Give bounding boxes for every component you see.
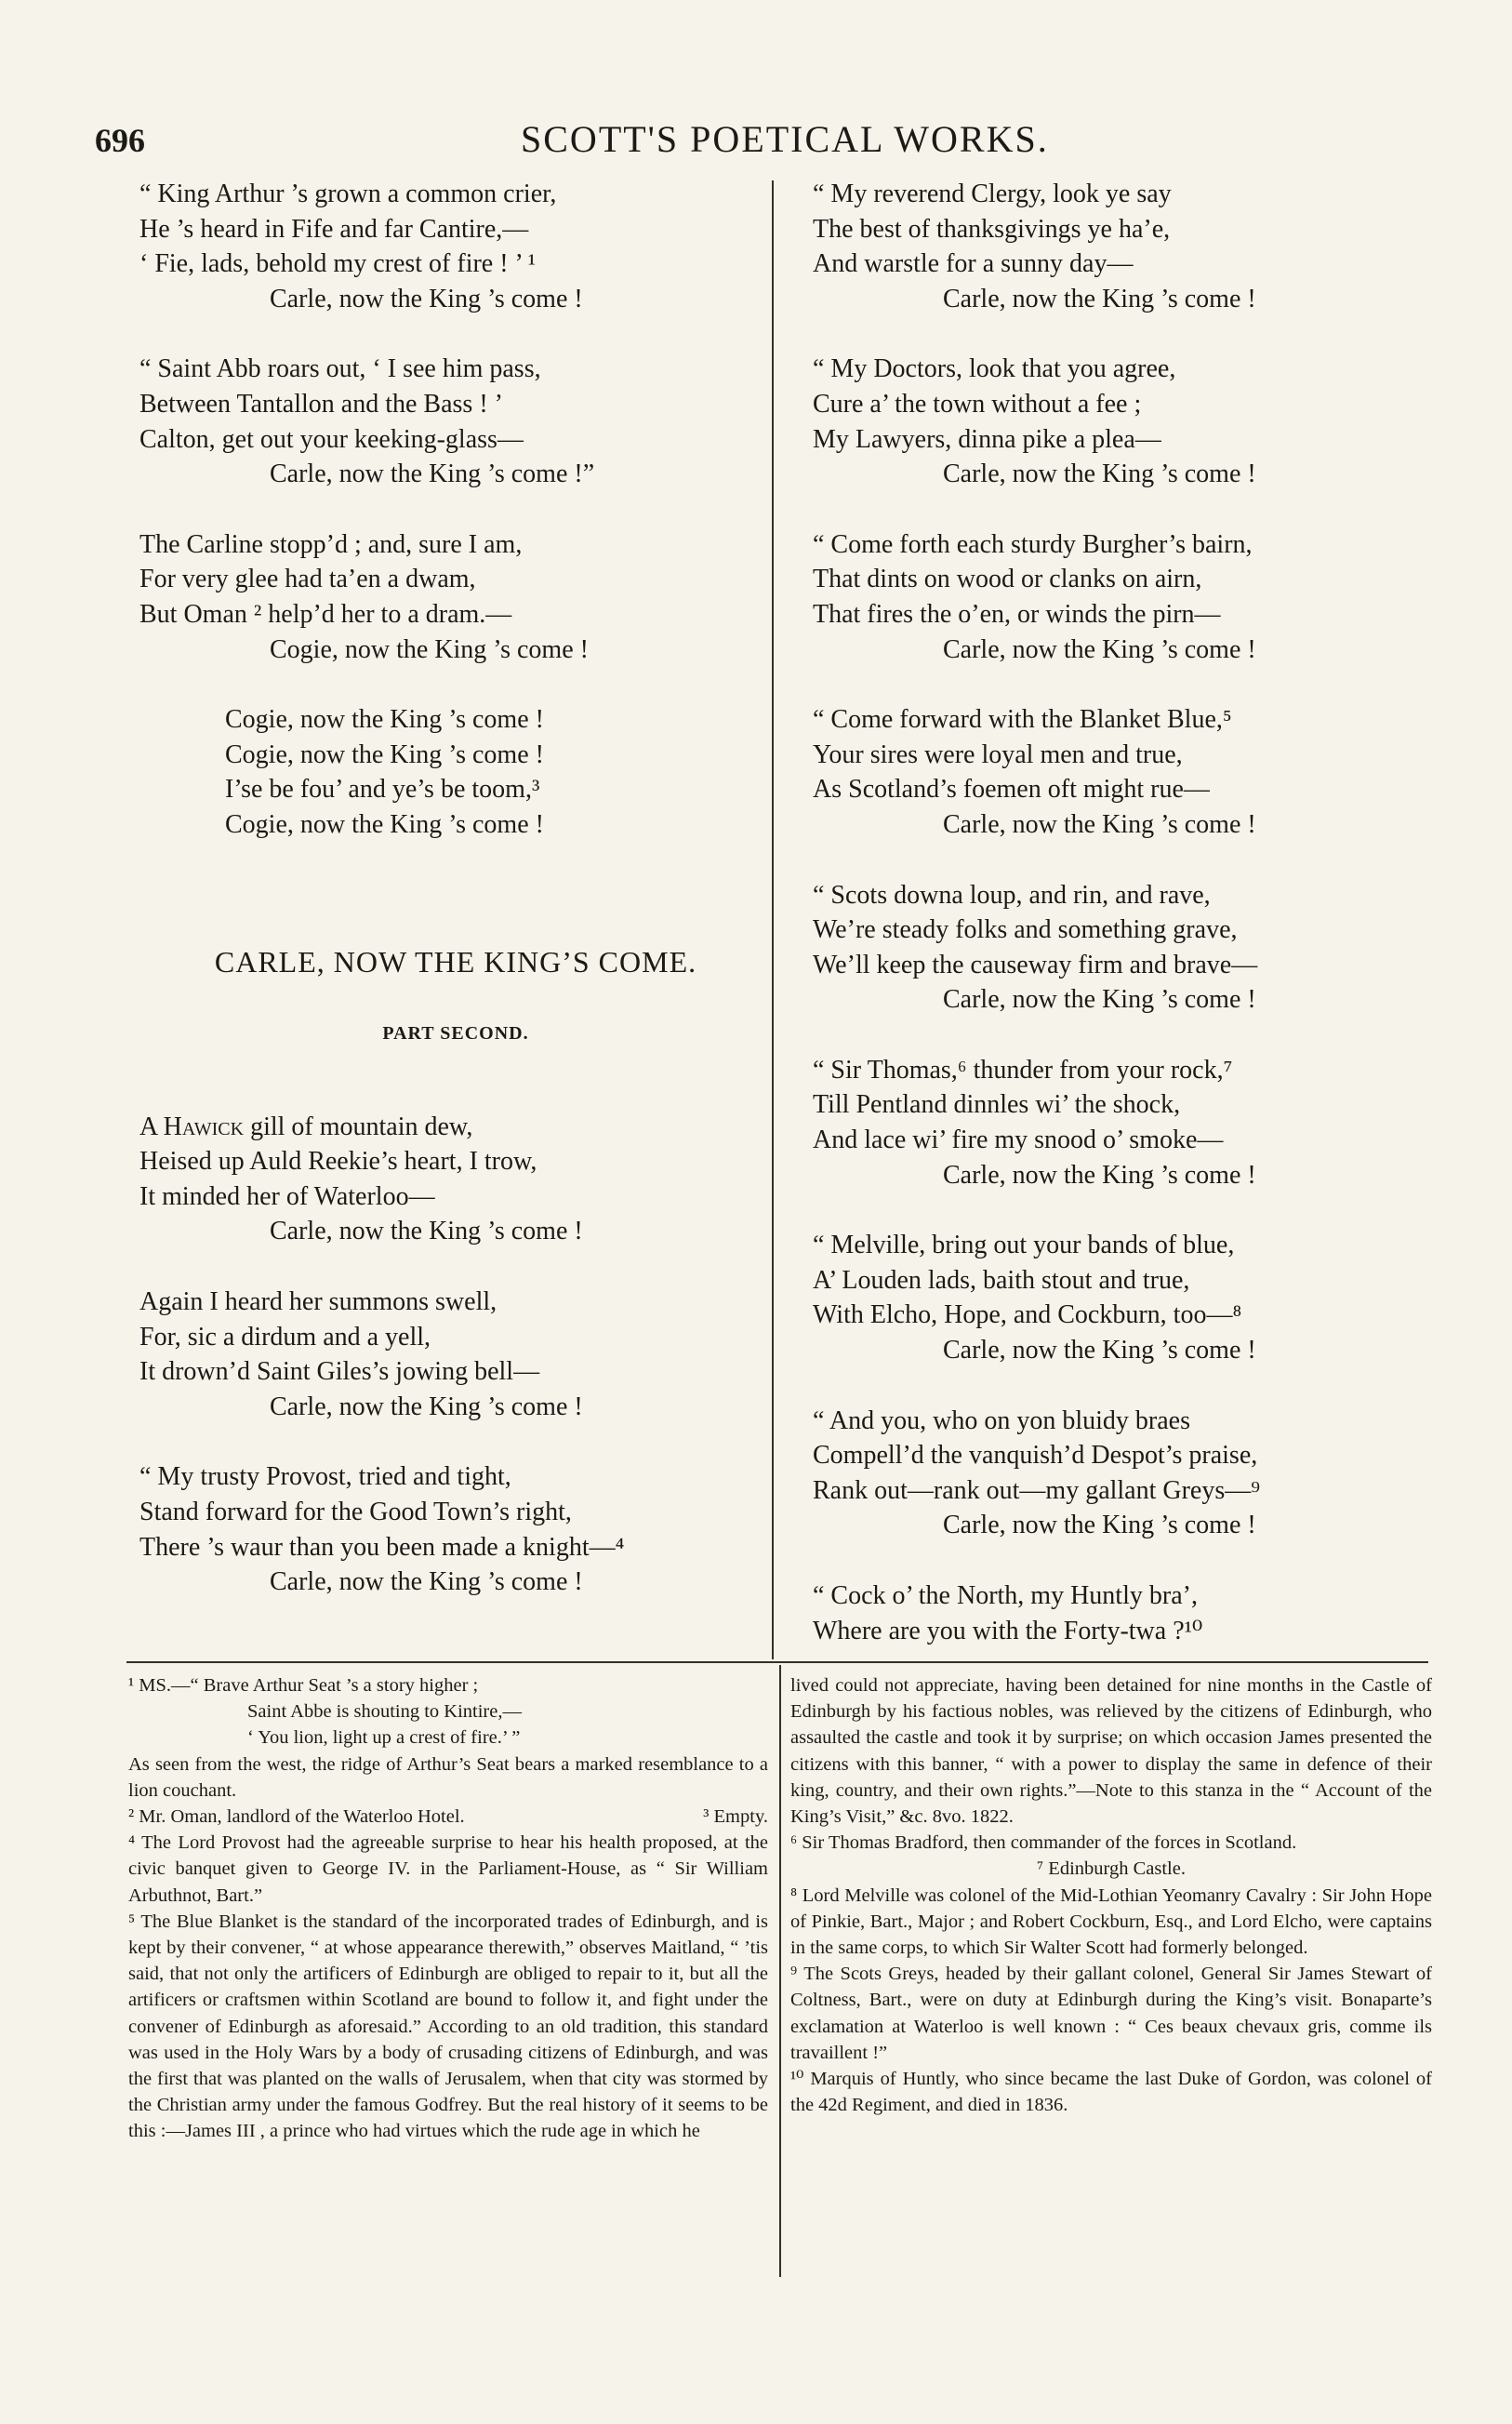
footnote-6: ⁶ Sir Thomas Bradford, then commander of the forces in Scotland. xyxy=(790,1832,1297,1854)
verse-line: Again I heard her summons swell, xyxy=(139,1287,497,1317)
verse-line: It drown’d Saint Giles’s jowing bell— xyxy=(139,1357,540,1387)
verse-line: “ My reverend Clergy, look ye say xyxy=(813,180,1172,208)
verse-line: That fires the o’en, or winds the pirn— xyxy=(813,599,1221,629)
verse-line: Carle, now the King ’s come !” xyxy=(270,459,595,489)
verse-line: That dints on wood or clanks on airn, xyxy=(813,565,1202,594)
verse-line: My Lawyers, dinna pike a plea— xyxy=(813,424,1161,454)
footnote-10: ¹⁰ Marquis of Huntly, who since became the last Duke of Gordon, was colonel of the 42d Regiment, and died in 1836. xyxy=(790,2069,1432,2116)
verse-line: We’re steady folks and something grave, xyxy=(813,915,1238,945)
footnote-4: ⁴ The Lord Provost had the agreeable surprise to hear his health proposed, at the civic banquet given to George IV. in the Parliament-House, as “ Sir William Arbuthnot, Bart.” xyxy=(128,1832,768,1906)
verse-line: “ My Doctors, look that you agree, xyxy=(813,354,1176,384)
part-title: PART SECOND. xyxy=(382,1023,529,1045)
stanza xyxy=(813,1053,1445,1192)
verse-line: I’se be fou’ and ye’s be toom,³ xyxy=(225,775,540,805)
verse-line: “ Sir Thomas,⁶ thunder from your rock,⁷ xyxy=(813,1055,1233,1085)
stanza xyxy=(139,1459,753,1599)
verse-line: Between Tantallon and the Bass ! ’ xyxy=(139,389,503,419)
verse-line: We’ll keep the causeway firm and brave— xyxy=(813,950,1258,979)
verse-line: And warstle for a sunny day— xyxy=(813,249,1134,279)
verse-line: For, sic a dirdum and a yell, xyxy=(139,1322,431,1352)
verse-line: Cogie, now the King ’s come ! xyxy=(270,634,589,664)
footnote-1-note: As seen from the west, the ridge of Arthur’s Seat bears a marked resemblance to a lion couchant. xyxy=(128,1753,768,1801)
verse-line: Cure a’ the town without a fee ; xyxy=(813,389,1142,419)
column-divider xyxy=(772,180,774,1659)
footnote-5: ⁵ The Blue Blanket is the standard of the incorporated trades of Edinburgh, and is kept by their convener, “ at whose appearance therewith,” observes Maitland, “ ’tis said, that not only the artificers of Edinburgh are obliged to repair to it, but all the artificers or craftsmen within Scotland are bound to follow it, and fight under the convener of Edinburgh as aforesaid.” According to an old tradition, this standard was used in the Holy Wars by a body of crusading citizens of Edinburgh, and was the first that was planted on the walls of Jerusalem, when that city was stormed by the Christian army under the famous Godfrey. But the real history of it seems to be this :—James III , a prince who had virtues which the rude age in which he xyxy=(128,1911,768,2142)
left-column xyxy=(139,177,753,1635)
verse-line: Carle, now the King ’s come ! xyxy=(943,459,1256,489)
verse-line: Calton, get out your keeking-glass— xyxy=(139,424,524,454)
running-head: SCOTT'S POETICAL WORKS. xyxy=(521,118,1049,160)
verse-line: Your sires were loyal men and true, xyxy=(813,739,1183,769)
footnotes-left xyxy=(128,1672,768,2145)
verse-line: A’ Louden lads, baith stout and true, xyxy=(813,1265,1190,1295)
page-number: 696 xyxy=(95,122,145,159)
verse-line: He ’s heard in Fife and far Cantire,— xyxy=(139,214,529,244)
verse-line: Carle, now the King ’s come ! xyxy=(943,634,1256,664)
verse-line: As Scotland’s foemen oft might rue— xyxy=(813,775,1210,805)
verse-line: Carle, now the King ’s come ! xyxy=(270,1217,583,1246)
verse-line: Where are you with the Forty-twa ?¹⁰ xyxy=(813,1616,1203,1645)
verse-line: Carle, now the King ’s come ! xyxy=(943,1160,1256,1190)
footnote-8: ⁸ Lord Melville was colonel of the Mid-Lothian Yeomanry Cavalry : Sir John Hope of Pinkie, Bart., Major ; and Robert Cockburn, Esq., and Lord Elcho, were captains in the same corps, to which Sir Walter Scott had formerly belonged. xyxy=(790,1885,1432,1959)
verse-line: But Oman ² help’d her to a dram.— xyxy=(139,599,512,629)
stanza xyxy=(813,878,1445,1018)
verse-line: Rank out—rank out—my gallant Greys—⁹ xyxy=(813,1475,1261,1505)
footnote-1-verse: Saint Abbe is shouting to Kintire,— xyxy=(247,1701,522,1723)
stanza xyxy=(139,1285,753,1424)
verse-line: “ Cock o’ the North, my Huntly bra’, xyxy=(813,1581,1198,1610)
footnote-9: ⁹ The Scots Greys, headed by their gallant colonel, General Sir James Stewart of Coltness, Bart., were on duty at Edinburgh during the King’s visit. Bonaparte’s exclamation at Waterloo is well known : “ Ces beaux chevaux gris, comme ils travaillent !” xyxy=(790,1964,1432,2063)
verse-line: Cogie, now the King ’s come ! xyxy=(225,705,544,735)
verse-line: Carle, now the King ’s come ! xyxy=(943,284,1256,313)
stanza xyxy=(813,177,1445,316)
right-stanzas xyxy=(813,177,1445,1648)
stanza xyxy=(813,527,1445,667)
opening-words: A Hawick xyxy=(139,1112,245,1141)
verse-line: And lace wi’ fire my snood o’ smoke— xyxy=(813,1125,1224,1155)
left-stanzas xyxy=(139,177,753,843)
verse-line: Compell’d the vanquish’d Despot’s praise, xyxy=(813,1441,1258,1471)
verse-line: For very glee had ta’en a dwam, xyxy=(139,565,476,594)
verse-line: “ Saint Abb roars out, ‘ I see him pass, xyxy=(139,354,541,384)
footnotes-right xyxy=(790,1672,1432,2118)
stanza xyxy=(139,1110,753,1249)
verse-line: With Elcho, Hope, and Cockburn, too—⁸ xyxy=(813,1300,1242,1330)
stanza xyxy=(139,177,753,316)
footnote-1-verse: ‘ You lion, light up a crest of fire.’ ” xyxy=(247,1727,521,1749)
footnote-7: ⁷ Edinburgh Castle. xyxy=(1037,1858,1186,1880)
verse-line: “ And you, who on yon bluidy braes xyxy=(813,1405,1190,1435)
verse-line: “ Come forth each sturdy Burgher’s bairn, xyxy=(813,529,1253,559)
footnote-2: ² Mr. Oman, landlord of the Waterloo Hotel. xyxy=(128,1806,465,1828)
stanza xyxy=(813,1404,1445,1543)
verse-line: Carle, now the King ’s come ! xyxy=(270,1392,583,1421)
footnote-5-continued: lived could not appreciate, having been detained for nine months in the Castle of Edinburgh by his factious nobles, was relieved by the citizens of Edinburgh, who assaulted the castle and took it by surprise; on which occasion James presented the citizens with this banner, “ with a power to display the same in defence of their king, country, and their own rights.”—Note to this stanza in the “ Account of the King’s Visit,” &c. 8vo. 1822. xyxy=(790,1675,1432,1828)
stanza xyxy=(139,702,753,842)
stanza xyxy=(813,1578,1445,1648)
verse-line: Cogie, now the King ’s come ! xyxy=(225,739,544,769)
footnote-rule xyxy=(126,1661,1428,1663)
verse-line: Carle, now the King ’s come ! xyxy=(943,985,1256,1015)
verse-line: Till Pentland dinnles wi’ the shock, xyxy=(813,1090,1181,1120)
verse-line: Heised up Auld Reekie’s heart, I trow, xyxy=(139,1147,537,1177)
verse-line: Carle, now the King ’s come ! xyxy=(943,809,1256,839)
verse-line: “ Come forward with the Blanket Blue,⁵ xyxy=(813,705,1232,735)
verse-line: Cogie, now the King ’s come ! xyxy=(225,809,544,839)
right-column xyxy=(813,177,1445,1684)
verse-line: Carle, now the King ’s come ! xyxy=(270,1567,583,1597)
stanza xyxy=(813,352,1445,491)
footnote-1: ¹ MS.—“ Brave Arthur Seat ’s a story higher ; xyxy=(128,1675,479,1696)
stanza xyxy=(139,527,753,667)
verse-line: The Carline stopp’d ; and, sure I am, xyxy=(139,529,523,559)
verse-line: Stand forward for the Good Town’s right, xyxy=(139,1498,572,1527)
verse-line: The best of thanksgivings ye ha’e, xyxy=(813,214,1171,244)
verse-line-text: gill of mountain dew, xyxy=(244,1112,473,1141)
verse-line: Carle, now the King ’s come ! xyxy=(270,284,583,313)
verse-line: Carle, now the King ’s come ! xyxy=(943,1336,1256,1365)
verse-line: “ My trusty Provost, tried and tight, xyxy=(139,1462,511,1492)
verse-line: Carle, now the King ’s come ! xyxy=(943,1511,1256,1540)
verse-line: “ Scots downa loup, and rin, and rave, xyxy=(813,880,1211,910)
footnote-divider xyxy=(779,1665,781,2277)
verse-line: “ Melville, bring out your bands of blue, xyxy=(813,1231,1235,1260)
part-two-stanzas xyxy=(139,1110,753,1600)
verse-line: There ’s waur than you been made a knight—⁴ xyxy=(139,1532,625,1562)
verse-line: “ King Arthur ’s grown a common crier, xyxy=(139,180,557,208)
verse-line: It minded her of Waterloo— xyxy=(139,1181,435,1211)
stanza xyxy=(813,702,1445,842)
section-title: CARLE, NOW THE KING’S COME. xyxy=(214,944,697,979)
stanza xyxy=(139,352,753,491)
footnote-3: ³ Empty. xyxy=(703,1806,768,1828)
stanza xyxy=(813,1228,1445,1367)
verse-line: ‘ Fie, lads, behold my crest of fire ! ’ ¹ xyxy=(139,249,537,279)
footnote-row xyxy=(128,1804,768,1830)
verse-line xyxy=(139,1110,753,1145)
